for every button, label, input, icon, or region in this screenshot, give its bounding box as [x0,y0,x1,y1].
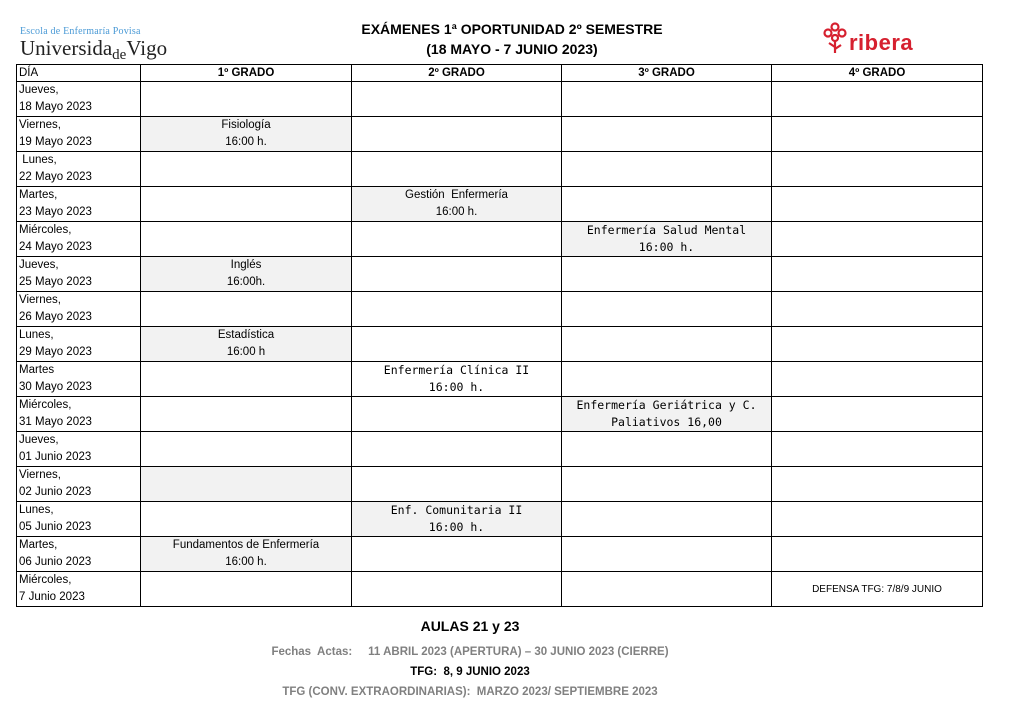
day-date: 01 Junio 2023 [19,451,92,463]
exam-cell [141,537,352,572]
exam-cell [141,187,352,222]
day-name: Viernes, [19,469,61,481]
exam-cell [562,82,772,117]
title-line1: EXÁMENES 1ª OPORTUNIDAD 2º SEMESTRE [361,21,663,37]
exam-subject: Enfermería Geriátrica y C. [576,398,757,412]
exam-cell [352,222,562,257]
exam-cell [141,152,352,187]
exam-cell [352,117,562,152]
exam-cell [772,572,983,607]
exam-subject: Inglés [230,259,262,271]
exam-cell [141,222,352,257]
exam-subject: Enfermería Salud Mental [586,223,747,237]
day-cell [17,257,141,292]
day-cell [17,222,141,257]
minutes-dates-note: Fechas Actas: 11 ABRIL 2023 (APERTURA) – 30 JUNIO 2023 (CIERRE) [271,646,669,658]
day-cell [17,432,141,467]
ribera-logo [823,20,913,56]
exam-cell [352,187,562,222]
exam-cell [562,572,772,607]
classrooms-note: AULAS 21 y 23 [420,618,520,634]
day-name: Viernes, [19,119,61,131]
day-date: 05 Junio 2023 [19,521,92,533]
exam-cell [562,432,772,467]
exam-cell [772,537,983,572]
exam-subject: Fundamentos de Enfermería [172,539,320,551]
day-date: 30 Mayo 2023 [19,381,92,393]
title-line2: (18 MAYO - 7 JUNIO 2023) [426,41,598,57]
column-header-grade4: 4º GRADO [772,65,983,82]
table-row [17,257,983,292]
exam-cell [562,327,772,362]
exam-cell [141,572,352,607]
day-name: Miércoles, [19,574,72,586]
school-name: Escola de Enfermaría Povisa [20,26,141,37]
exam-cell [352,432,562,467]
table-header-row [17,65,983,82]
day-date: 24 Mayo 2023 [19,241,92,253]
table-row [17,467,983,502]
day-cell [17,82,141,117]
exam-cell [352,257,562,292]
table-row [17,502,983,537]
table-row [17,537,983,572]
table-row [17,117,983,152]
exam-cell [562,397,772,432]
day-cell [17,187,141,222]
exam-cell [562,292,772,327]
day-name: Jueves, [19,259,59,271]
exam-cell [562,117,772,152]
exam-cell [562,502,772,537]
exam-cell [352,82,562,117]
exam-cell [141,397,352,432]
exam-cell [141,292,352,327]
exam-cell [562,362,772,397]
day-cell [17,117,141,152]
exam-cell [141,467,352,502]
table-row [17,362,983,397]
ribera-logo-text: ribera [849,30,914,55]
exam-time: 16:00 h. [638,240,695,254]
exam-cell [141,502,352,537]
university-name-part1: Universida [20,36,113,60]
exam-cell [772,152,983,187]
day-cell [17,397,141,432]
exam-subject: Estadística [217,329,275,341]
day-name: Miércoles, [19,399,72,411]
day-cell [17,362,141,397]
exam-cell [352,502,562,537]
exam-cell [562,467,772,502]
exam-cell [141,362,352,397]
day-cell [17,572,141,607]
exam-cell [141,432,352,467]
table-row [17,432,983,467]
exam-cell [352,152,562,187]
day-date: 02 Junio 2023 [19,486,92,498]
exam-cell [772,397,983,432]
day-name: Lunes, [19,329,54,341]
day-name: Miércoles, [19,224,72,236]
table-row [17,397,983,432]
exam-cell [772,362,983,397]
exam-subject: Enfermería Clínica II [383,363,530,377]
exam-cell [772,82,983,117]
day-name: Jueves, [19,434,59,446]
tfg-extraordinary-note: TFG (CONV. EXTRAORDINARIAS): MARZO 2023/ SEPTIEMBRE 2023 [282,686,658,698]
table-row [17,572,983,607]
day-name: Viernes, [19,294,61,306]
exam-cell [141,327,352,362]
exam-time: 16:00 h [226,346,266,358]
column-header-grade2: 2º GRADO [352,65,562,82]
table-row [17,222,983,257]
table-row [17,152,983,187]
exam-time: 16:00h. [226,276,266,288]
column-header-grade1: 1º GRADO [141,65,352,82]
exam-cell [562,257,772,292]
exam-schedule-table [16,64,983,607]
day-date: 7 Junio 2023 [19,591,85,603]
day-cell [17,502,141,537]
day-date: 22 Mayo 2023 [19,171,92,183]
exam-cell [772,327,983,362]
exam-cell [562,187,772,222]
exam-cell [772,467,983,502]
day-name: Martes, [19,189,58,201]
table-row [17,292,983,327]
exam-subject: DEFENSA TFG: 7/8/9 JUNIO [812,583,942,595]
day-date: 18 Mayo 2023 [19,101,92,113]
exam-time: 16:00 h. [428,520,485,534]
exam-time: 16:00 h. [435,206,478,218]
exam-cell [772,257,983,292]
day-cell [17,537,141,572]
day-date: 29 Mayo 2023 [19,346,92,358]
exam-cell [772,187,983,222]
exam-cell [772,117,983,152]
day-date: 25 Mayo 2023 [19,276,92,288]
exam-cell [141,117,352,152]
exam-subject: Fisiología [221,119,271,131]
day-name: Jueves, [19,84,59,96]
exam-cell [562,152,772,187]
column-header-grade3: 3º GRADO [562,65,772,82]
university-name-part3: Vigo [126,36,168,60]
day-cell [17,152,141,187]
exam-subject: Enf. Comunitaria II [390,503,523,517]
table-row [17,187,983,222]
day-name: Lunes, [19,154,57,166]
day-date: 06 Junio 2023 [19,556,92,568]
day-cell [17,467,141,502]
day-name: Lunes, [19,504,54,516]
exam-cell [562,222,772,257]
exam-cell [352,327,562,362]
exam-cell [352,537,562,572]
exam-cell [141,82,352,117]
exam-time: Paliativos 16,00 [611,415,722,429]
exam-time: 16:00 h. [428,380,485,394]
university-name-part2: de [112,47,127,63]
exam-cell [562,537,772,572]
exam-cell [352,572,562,607]
exam-cell [352,397,562,432]
table-row [17,327,983,362]
column-header-day: DÍA [17,65,141,82]
day-name: Martes, [19,539,58,551]
day-date: 23 Mayo 2023 [19,206,92,218]
exam-cell [352,467,562,502]
exam-cell [141,257,352,292]
day-cell [17,327,141,362]
day-date: 26 Mayo 2023 [19,311,92,323]
day-name: Martes [19,364,55,376]
exam-cell [772,292,983,327]
exam-time: 16:00 h. [225,136,267,148]
day-cell [17,292,141,327]
table-row [17,82,983,117]
exam-time: 16:00 h. [225,556,267,568]
exam-cell [352,362,562,397]
ribera-tree-icon [823,21,847,55]
day-date: 19 Mayo 2023 [19,136,92,148]
exam-cell [352,292,562,327]
exam-cell [772,432,983,467]
exam-subject: Gestión Enfermería [405,189,508,201]
exam-cell [772,222,983,257]
tfg-dates-note: TFG: 8, 9 JUNIO 2023 [410,666,530,678]
exam-cell [772,502,983,537]
day-date: 31 Mayo 2023 [19,416,92,428]
